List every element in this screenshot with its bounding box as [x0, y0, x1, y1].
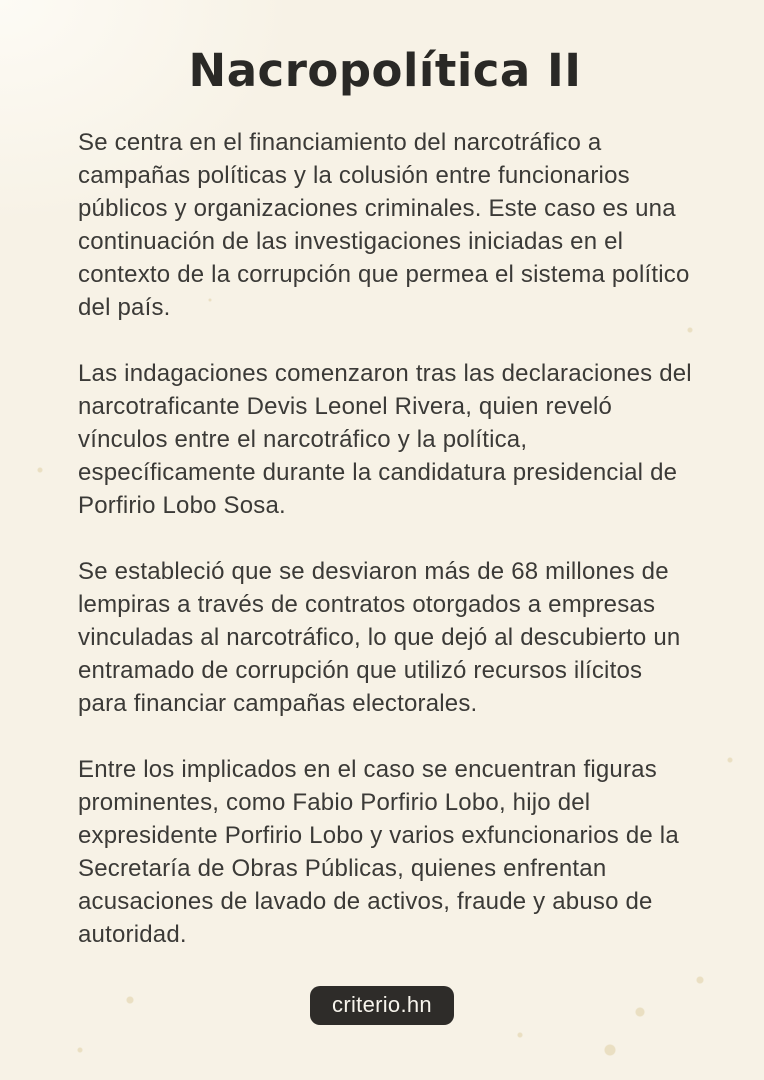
body-text [78, 126, 692, 951]
paragraph-implicated: Entre los implicados en el caso se encuentran figuras prominentes, como Fabio Porfirio Lobo, hijo del expresidente Porfirio Lobo y varios exfuncionarios de la Secretaría de Obras Públicas, quienes enfrentan acusaciones de lavado de activos, fraude y abuso de autoridad. [78, 756, 679, 948]
paragraph-intro: Se centra en el financiamiento del narcotráfico a campañas políticas y la colusión entre funcionarios públicos y organizaciones criminales. Este caso es una continuación de las investigaciones iniciadas en el contexto de la corrupción que permea el sistema político del país. [78, 129, 690, 321]
paragraph-funds: Se estableció que se desviaron más de 68 millones de lempiras a través de contratos otorgados a empresas vinculadas al narcotráfico, lo que dejó al descubierto un entramado de corrupción que utilizó recursos ilícitos para financiar campañas electorales. [78, 558, 681, 717]
paragraph-investigations: Las indagaciones comenzaron tras las declaraciones del narcotraficante Devis Leonel Rivera, quien reveló vínculos entre el narcotráfico y la política, específicamente durante la candidatura presidencial de Porfirio Lobo Sosa. [78, 360, 692, 519]
footer [0, 986, 764, 1025]
criterio-hn-logo-badge: criterio.hn [310, 986, 454, 1025]
page-title: Nacropolítica II [188, 44, 582, 97]
